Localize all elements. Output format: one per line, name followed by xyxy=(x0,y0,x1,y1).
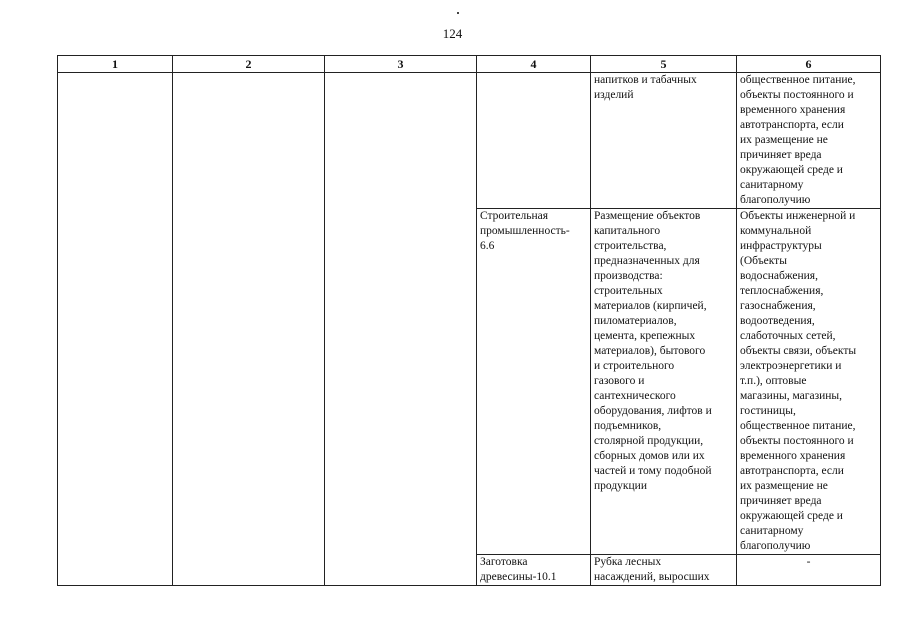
header-col-6: 6 xyxy=(737,56,881,73)
cell-row1-col5: напитков и табачных изделий xyxy=(591,73,737,209)
header-col-4: 4 xyxy=(477,56,591,73)
cell-row3-col4: Заготовка древесины-10.1 xyxy=(477,555,591,586)
header-col-2: 2 xyxy=(173,56,325,73)
cell-col-3 xyxy=(325,73,477,586)
cell-row1-col6: общественное питание, объекты постоянного и временного хранения автотранспорта, если их размещение не причиняет вреда окружающей среде и санитарному благополучию xyxy=(737,73,881,209)
header-col-5: 5 xyxy=(591,56,737,73)
cell-row3-col6: - xyxy=(737,555,881,586)
cell-row2-col6: Объекты инженерной и коммунальной инфраструктуры (Объекты водоснабжения, теплоснабжения, газоснабжения, водоотведения, слаботочных сетей, объекты связи, объекты электроэнергетики и т.п.), оптовые магазины, магазины, гостиницы, общественное питание, объекты постоянного и временного хранения автотранспорта, если их размещение не причиняет вреда окружающей среде и санитарному благополучию xyxy=(737,209,881,555)
cell-row3-col5: Рубка лесных насаждений, выросших xyxy=(591,555,737,586)
cell-row1-col4 xyxy=(477,73,591,209)
header-col-1: 1 xyxy=(58,56,173,73)
land-use-table xyxy=(57,55,881,586)
table-header-row xyxy=(58,56,881,73)
page-number: 124 xyxy=(442,26,463,41)
cell-row2-col4: Строительная промышленность- 6.6 xyxy=(477,209,591,555)
scan-speck xyxy=(457,12,459,14)
cell-row2-col5: Размещение объектов капитального строительства, предназначенных для производства: строительных материалов (кирпичей, пиломатериалов, цемента, крепежных материалов), бытового и строительного газового и сантехнического оборудования, лифтов и подъемников, столярной продукции, сборных домов или их частей и тому подобной продукции xyxy=(591,209,737,555)
header-col-3: 3 xyxy=(325,56,477,73)
table-row xyxy=(58,73,881,209)
cell-col-2 xyxy=(173,73,325,586)
cell-col-1 xyxy=(58,73,173,586)
